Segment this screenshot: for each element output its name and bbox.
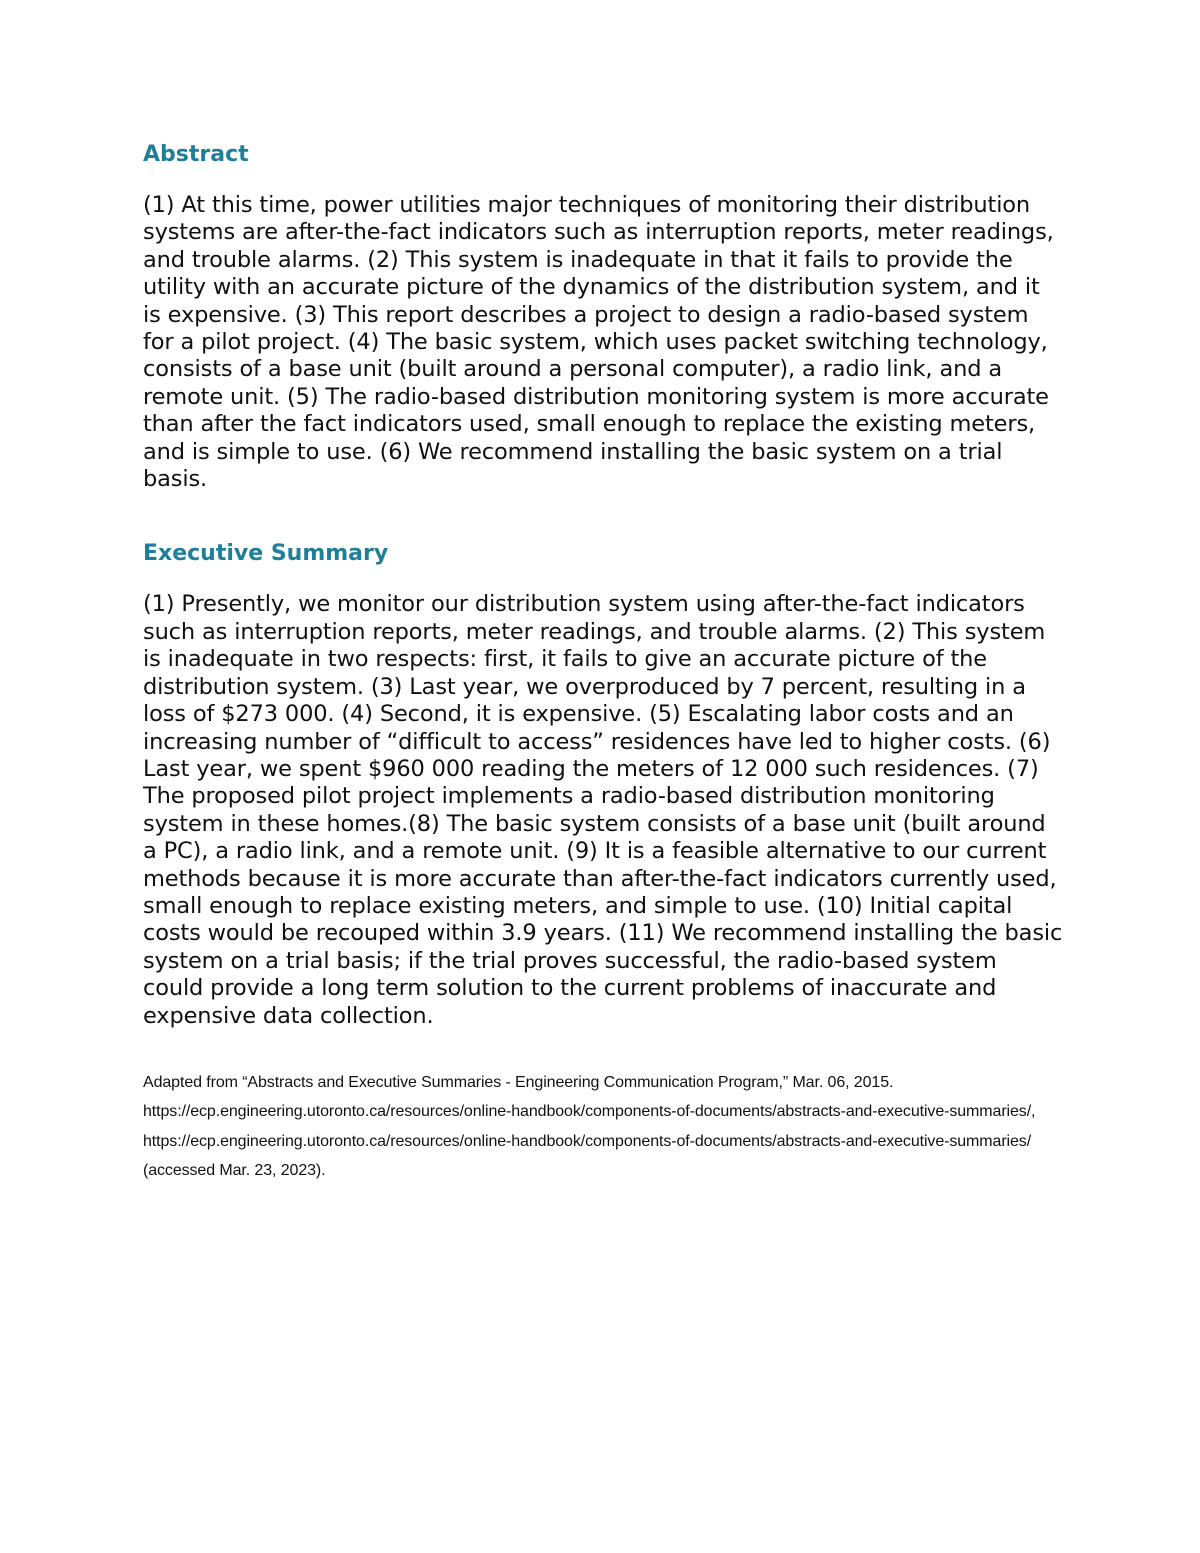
- citation: Adapted from “Abstracts and Executive Summaries - Engineering Communication Program,” Mar. 06, 2015. https://ecp.engineering.utoronto.ca/resources/online-handbook/components-of-documents/abstracts-and-executive-summaries/, https://ecp.engineering.utoronto.ca/resources/online-handbook/components-of-documents/abstracts-and-executive-summaries/ (accessed Mar. 23, 2023).: [143, 1073, 1036, 1180]
- executive-summary-paragraph: (1) Presently, we monitor our distribution system using after-the-fact indicators such as interruption reports, meter readings, and trouble alarms. (2) This system is inadequate in two respects: first, it fails to give an accurate picture of the distribution system. (3) Last year, we overproduced by 7 percent, resulting in a loss of $273 000. (4) Second, it is expensive. (5) Escalating labor costs and an increasing number of “difficult to access” residences have led to higher costs. (6) Last year, we spent $960 000 reading the meters of 12 000 such residences. (7) The proposed pilot project implements a radio-based distribution monitoring system in these homes.(8) The basic system consists of a base unit (built around a PC), a radio link, and a remote unit. (9) It is a feasible alternative to our current methods because it is more accurate than after-the-fact indicators currently used, small enough to replace existing meters, and simple to use. (10) Initial capital costs would be recouped within 3.9 years. (11) We recommend installing the basic system on a trial basis; if the trial proves successful, the radio-based system could provide a long term solution to the current problems of inaccurate and expensive data collection.: [143, 591, 1063, 1029]
- abstract-paragraph: (1) At this time, power utilities major techniques of monitoring their distribution systems are after-the-fact indicators such as interruption reports, meter readings, and trouble alarms. (2) This system is inadequate in that it fails to provide the utility with an accurate picture of the dynamics of the distribution system, and it is expensive. (3) This report describes a project to design a radio-based system for a pilot project. (4) The basic system, which uses packet switching technology, consists of a base unit (built around a personal computer), a radio link, and a remote unit. (5) The radio-based distribution monitoring system is more accurate than after the fact indicators used, small enough to replace the existing meters, and is simple to use. (6) We recommend installing the basic system on a trial basis.: [143, 192, 1054, 493]
- document-page: [143, 138, 1063, 1202]
- executive-summary-heading: Executive Summary: [143, 541, 389, 567]
- executive-summary-section: [143, 537, 1063, 1030]
- abstract-section: [143, 138, 1063, 493]
- abstract-heading: Abstract: [143, 142, 249, 167]
